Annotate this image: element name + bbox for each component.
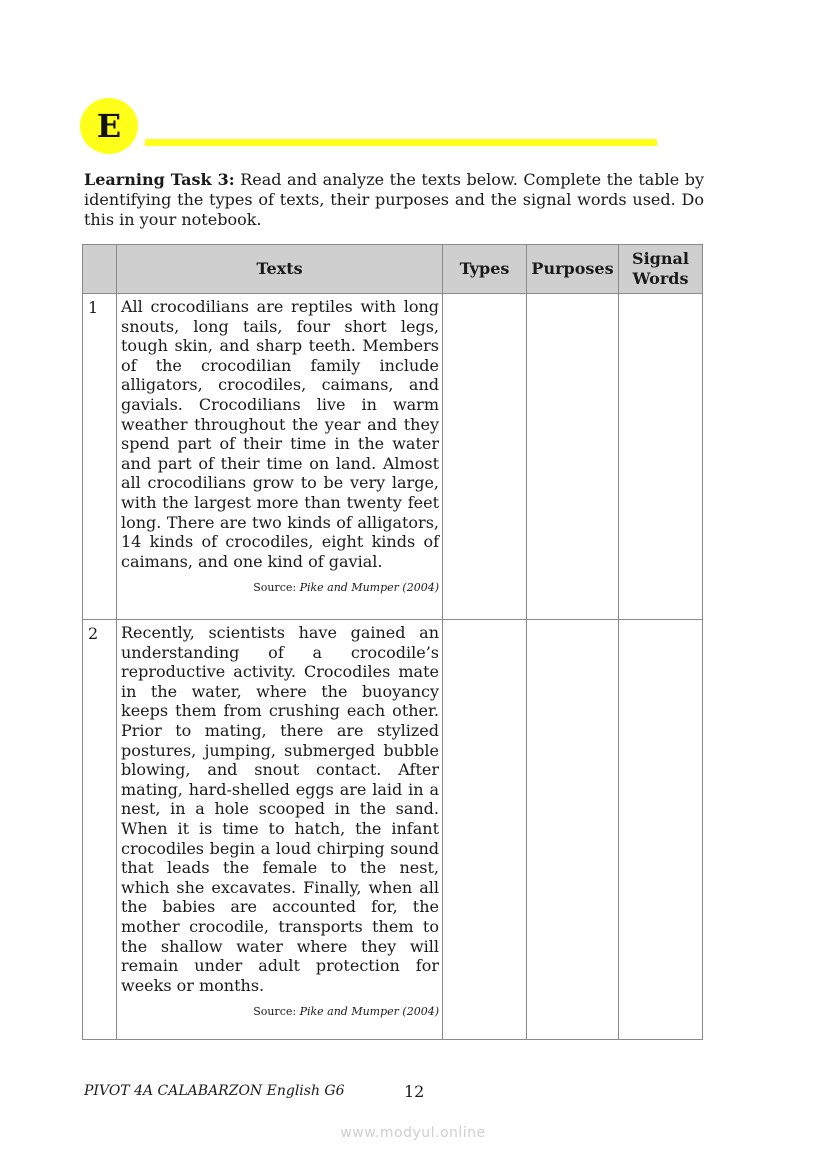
table-row (83, 620, 703, 1040)
table-row (83, 294, 703, 620)
row-text-cell (117, 620, 443, 1040)
source-label: Source: (253, 1005, 300, 1019)
row-number: 1 (83, 294, 117, 620)
section-letter-badge (80, 98, 138, 154)
table-header-row (83, 245, 703, 294)
header-types: Types (443, 245, 527, 294)
task-table (82, 244, 703, 1040)
footer-title: PIVOT 4A CALABARZON English G6 (84, 1083, 345, 1099)
signal-words-cell (619, 294, 703, 620)
section-letter: E (96, 107, 122, 145)
header-number (83, 245, 117, 294)
page-number: 12 (404, 1082, 425, 1101)
instructions-text: Read and analyze the texts below. Complete the table by identifying the types of texts, their purposes and the signal words used. Do this in your notebook. (84, 170, 704, 229)
passage-source (121, 581, 439, 595)
instructions (84, 170, 704, 230)
source-label: Source: (253, 581, 300, 595)
row-text-cell (117, 294, 443, 620)
watermark: www.modyul.online (340, 1125, 486, 1141)
header-purposes: Purposes (527, 245, 619, 294)
instructions-label: Learning Task 3: (84, 170, 235, 189)
types-cell (443, 294, 527, 620)
signal-words-cell (619, 620, 703, 1040)
section-underline (145, 139, 657, 146)
passage-text: Recently, scientists have gained an understanding of a crocodile’s reproductive activity. Crocodiles mate in the water, where the buoyancy keeps them from crushing each other. Prior to mating, there are stylized postures, jumping, submerged bubble blowing, and snout contact. After mating, hard-shelled eggs are laid in a nest, in a hole scooped in the sand. When it is time to hatch, the infant crocodiles begin a loud chirping sound that leads the female to the nest, which she excavates. Finally, when all the babies are accounted for, the mother crocodile, transports them to the shallow water where they will remain under adult protection for weeks or months. (121, 623, 439, 995)
header-signal-words: Signal Words (619, 245, 703, 294)
source-ref: Pike and Mumper (2004) (299, 1005, 439, 1019)
purposes-cell (527, 620, 619, 1040)
types-cell (443, 620, 527, 1040)
row-number: 2 (83, 620, 117, 1040)
purposes-cell (527, 294, 619, 620)
passage-source (121, 1005, 439, 1019)
header-texts: Texts (117, 245, 443, 294)
passage-text: All crocodilians are reptiles with long snouts, long tails, four short legs, tough skin, and sharp teeth. Members of the crocodilian family include alligators, crocodiles, caimans, and gavials. Crocodilians live in warm weather throughout the year and they spend part of their time in the water and part of their time on land. Almost all crocodilians grow to be very large, with the largest more than twenty feet long. There are two kinds of alligators, 14 kinds of crocodiles, eight kinds of caimans, and one kind of gavial. (121, 297, 439, 571)
source-ref: Pike and Mumper (2004) (299, 581, 439, 595)
